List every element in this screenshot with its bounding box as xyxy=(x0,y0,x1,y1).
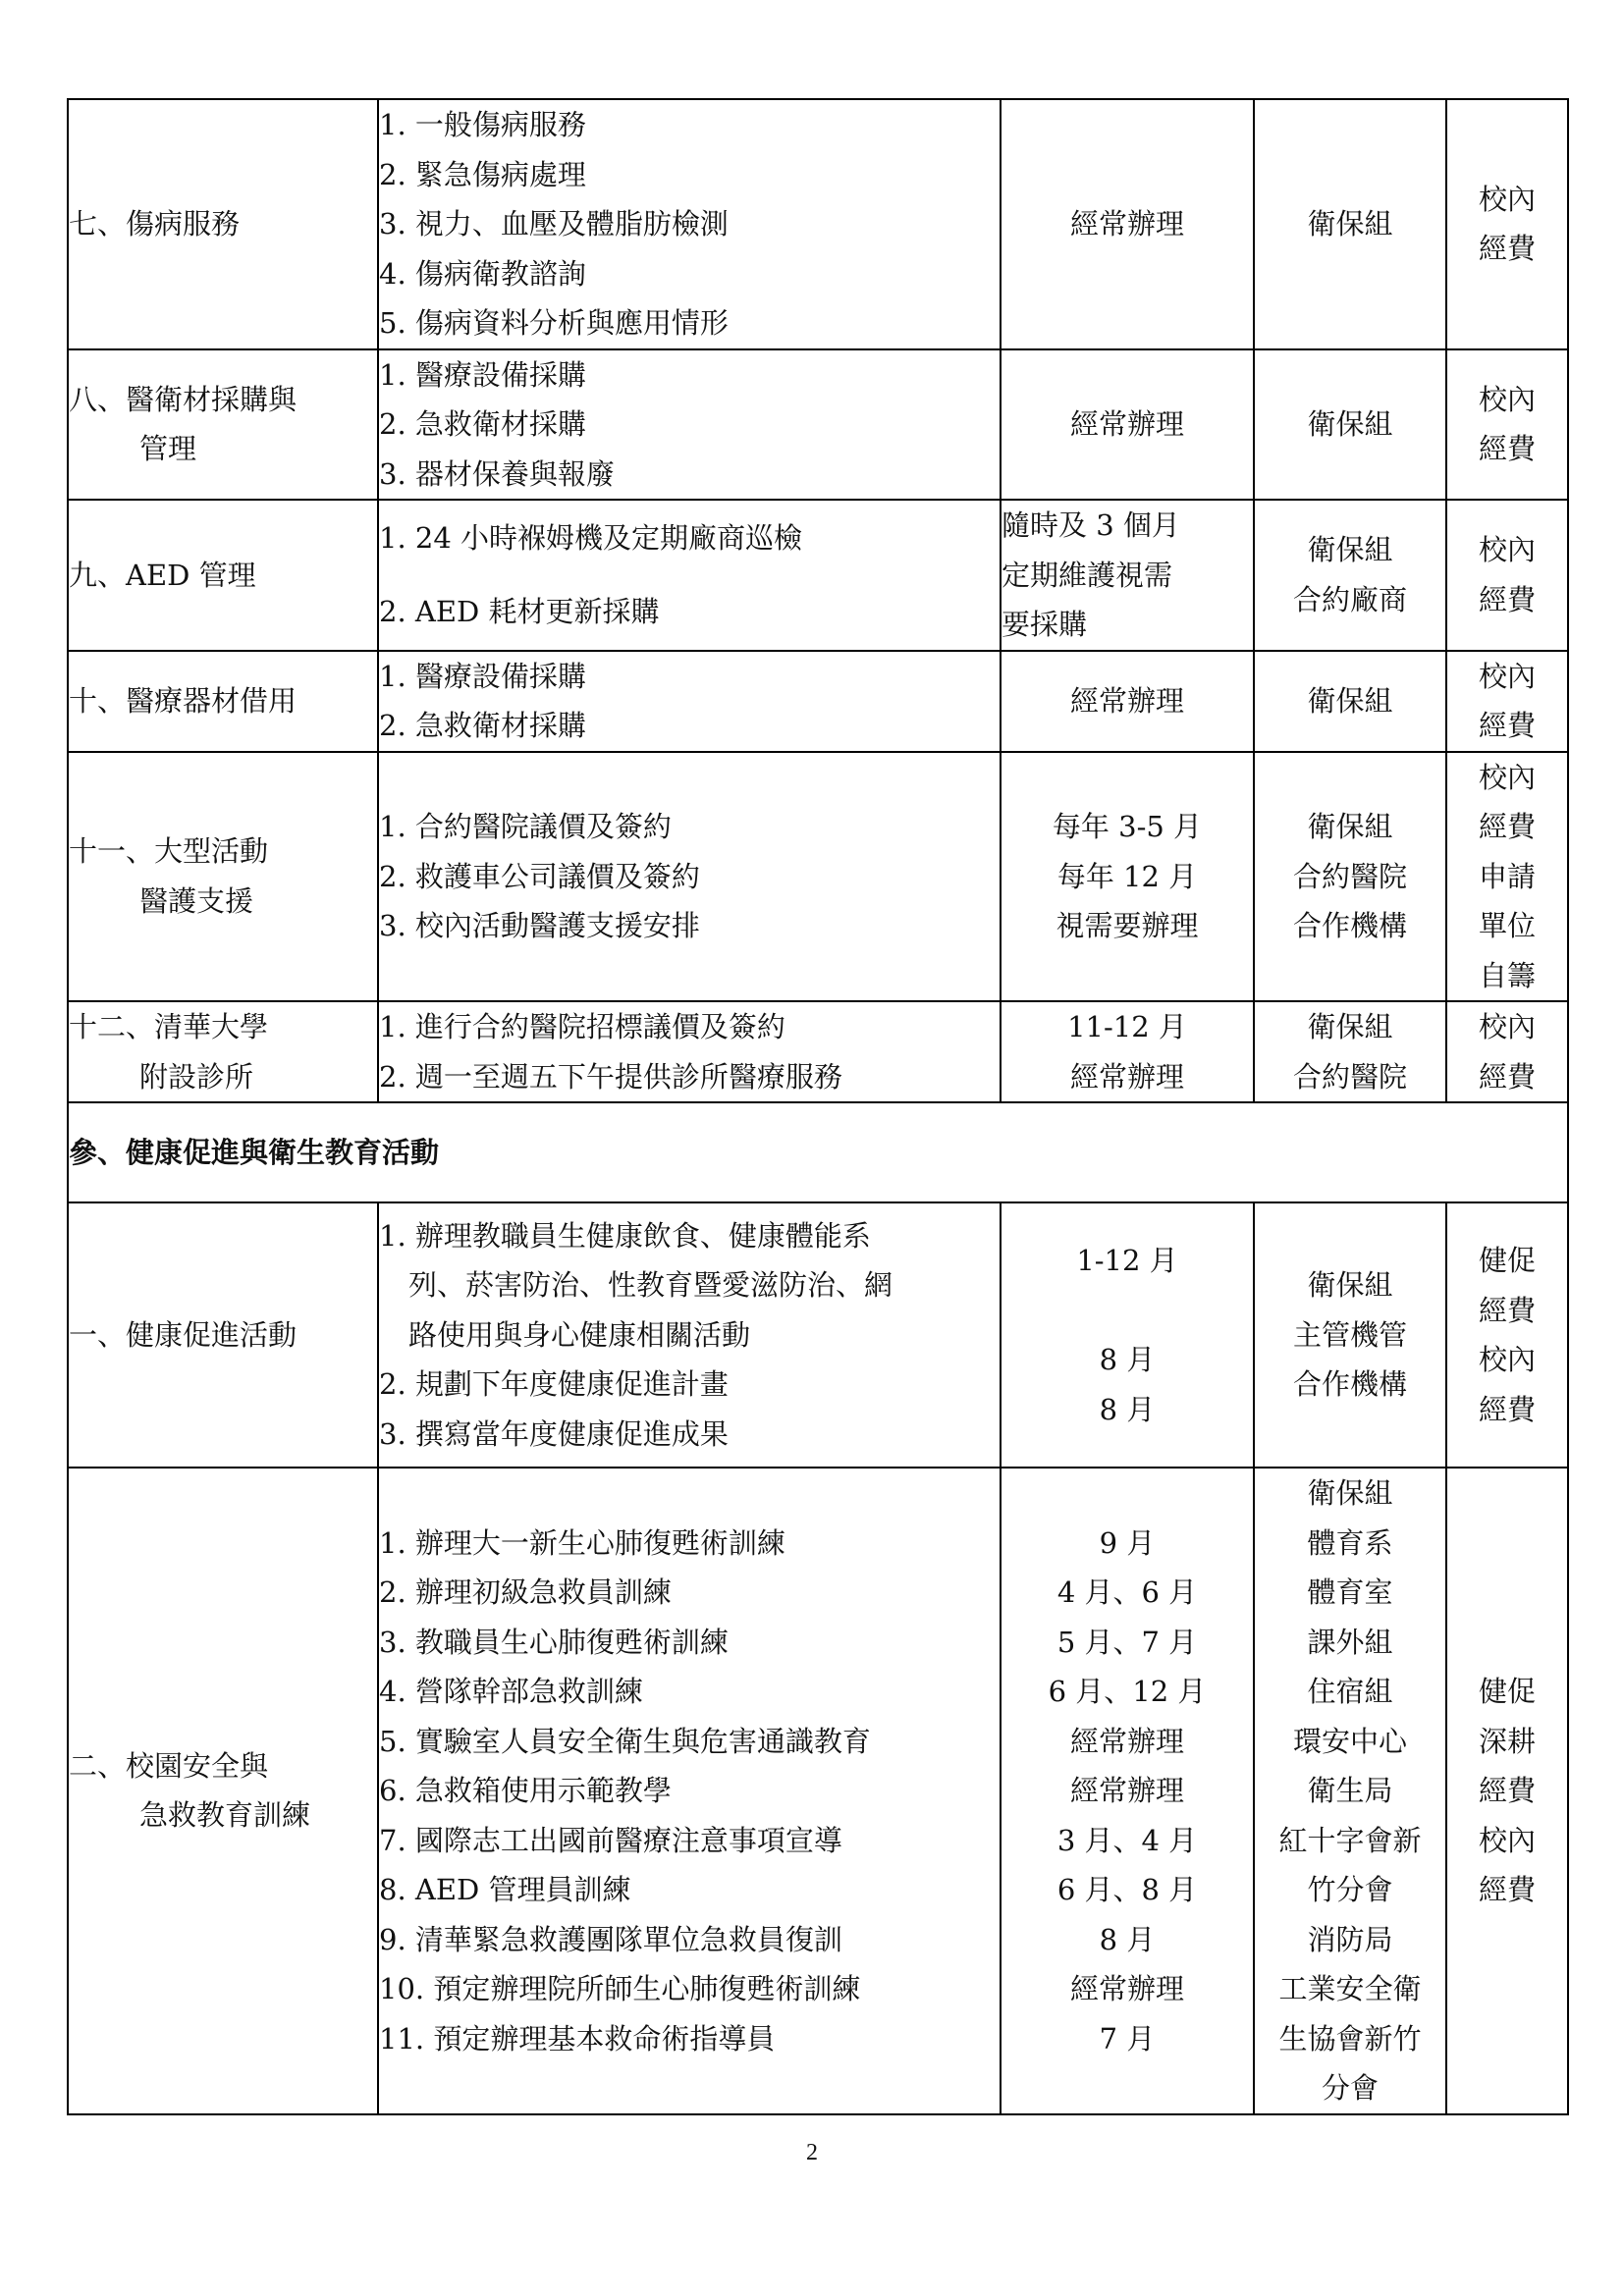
unit-line: 消防局 xyxy=(1307,1922,1393,1956)
funding-line: 校內 xyxy=(1478,659,1536,693)
schedule-line: 8 月 xyxy=(1099,1392,1156,1426)
schedule-cell xyxy=(1001,1001,1254,1102)
item-line: 七、傷病服務 xyxy=(69,207,241,240)
content-line: 1. 合約醫院議價及簽約 xyxy=(379,810,672,843)
unit-cell xyxy=(1254,500,1446,651)
unit-line: 衛保組 xyxy=(1307,683,1393,718)
funding-cell xyxy=(1446,99,1568,349)
content-line: 1. 進行合約醫院招標議價及簽約 xyxy=(379,1010,785,1043)
content-line: 1. 醫療設備採購 xyxy=(379,659,586,693)
item-cell xyxy=(68,349,378,501)
content-cell xyxy=(378,349,1001,501)
funding-line: 單位 xyxy=(1478,909,1536,942)
funding-line: 經費 xyxy=(1478,810,1536,843)
unit-line: 合約廠商 xyxy=(1292,582,1407,616)
item-cell xyxy=(68,651,378,752)
plan-table xyxy=(67,98,1569,2115)
content-line: 1. 醫療設備採購 xyxy=(379,357,586,392)
content-line: 1. 辦理大一新生心肺復甦術訓練 xyxy=(379,1525,785,1560)
unit-cell xyxy=(1254,99,1446,349)
content-line: 9. 清華緊急救護團隊單位急救員復訓 xyxy=(379,1922,842,1956)
funding-line: 經費 xyxy=(1478,1774,1536,1807)
content-line: 路使用與身心健康相關活動 xyxy=(408,1317,751,1352)
schedule-line: 3 月、4 月 xyxy=(1056,1823,1198,1857)
schedule-line: 每年 12 月 xyxy=(1056,859,1198,893)
schedule-line: 7 月 xyxy=(1099,2021,1156,2056)
content-cell xyxy=(378,1468,1001,2114)
unit-line: 生協會新竹 xyxy=(1278,2021,1422,2056)
schedule-line: 視需要辦理 xyxy=(1056,909,1199,942)
content-line: 5. 傷病資料分析與應用情形 xyxy=(379,306,729,340)
content-line: 8. AED 管理員訓練 xyxy=(379,1873,631,1906)
item-line: 八、醫衛材採購與 xyxy=(69,382,298,416)
item-line: 二、校園安全與 xyxy=(69,1748,269,1783)
funding-line: 校內 xyxy=(1478,533,1536,567)
content-cell xyxy=(378,651,1001,752)
content-cell xyxy=(378,752,1001,1002)
item-cell xyxy=(68,99,378,349)
unit-line: 衛保組 xyxy=(1307,207,1393,240)
unit-line: 主管機管 xyxy=(1292,1317,1407,1352)
unit-line: 竹分會 xyxy=(1307,1873,1393,1906)
funding-line: 經費 xyxy=(1478,1392,1536,1426)
content-line: 2. 急救衛材採購 xyxy=(379,709,586,742)
funding-line: 校內 xyxy=(1478,1010,1536,1043)
funding-line: 經費 xyxy=(1478,1293,1536,1327)
item-cell xyxy=(68,1001,378,1102)
item-line: 醫護支援 xyxy=(139,883,254,918)
content-cell xyxy=(378,99,1001,349)
table-row-health-promotion xyxy=(68,1202,1568,1468)
unit-line: 衛保組 xyxy=(1307,407,1393,441)
item-cell xyxy=(68,752,378,1002)
unit-line: 分會 xyxy=(1321,2071,1379,2105)
content-line: 3. 撰寫當年度健康促進成果 xyxy=(379,1416,729,1451)
schedule-line: 1-12 月 xyxy=(1076,1244,1178,1277)
schedule-line: 經常辦理 xyxy=(1069,407,1184,441)
content-line: 3. 教職員生心肺復甦術訓練 xyxy=(379,1625,729,1659)
unit-cell xyxy=(1254,752,1446,1002)
schedule-line: 經常辦理 xyxy=(1069,1724,1184,1758)
unit-line: 衛保組 xyxy=(1307,1476,1393,1510)
content-line: 2. AED 耗材更新採購 xyxy=(379,594,660,628)
schedule-line: 4 月、6 月 xyxy=(1056,1575,1198,1609)
table-row-campus-safety-training xyxy=(68,1468,1568,2114)
schedule-line: 8 月 xyxy=(1099,1922,1156,1956)
schedule-cell xyxy=(1001,500,1254,651)
unit-line: 衛保組 xyxy=(1307,533,1393,567)
content-line: 2. 辦理初級急救員訓練 xyxy=(379,1575,672,1609)
schedule-line: 8 月 xyxy=(1099,1343,1156,1376)
funding-line: 經費 xyxy=(1478,709,1536,742)
unit-line: 體育室 xyxy=(1307,1575,1393,1609)
content-line: 3. 器材保養與報廢 xyxy=(379,456,615,491)
funding-line: 自籌 xyxy=(1478,958,1536,992)
content-line: 2. 救護車公司議價及簽約 xyxy=(379,859,700,893)
funding-line: 校內 xyxy=(1478,1343,1536,1376)
item-line: 管理 xyxy=(139,432,197,466)
schedule-line: 11-12 月 xyxy=(1067,1010,1187,1043)
schedule-cell xyxy=(1001,99,1254,349)
content-line: 1. 辦理教職員生健康飲食、健康體能系 xyxy=(379,1218,871,1253)
content-line: 6. 急救箱使用示範教學 xyxy=(379,1774,672,1807)
funding-cell xyxy=(1446,500,1568,651)
funding-line: 申請 xyxy=(1478,859,1536,893)
item-line: 十二、清華大學 xyxy=(69,1010,269,1043)
schedule-line: 要採購 xyxy=(1001,608,1088,641)
content-line: 4. 營隊幹部急救訓練 xyxy=(379,1675,643,1708)
funding-line: 健促 xyxy=(1478,1244,1536,1277)
funding-line: 校內 xyxy=(1478,760,1536,794)
funding-cell xyxy=(1446,651,1568,752)
unit-line: 合約醫院 xyxy=(1292,859,1407,893)
schedule-line: 5 月、7 月 xyxy=(1056,1625,1198,1659)
content-line: 5. 實驗室人員安全衛生與危害通識教育 xyxy=(379,1724,871,1758)
schedule-line: 經常辦理 xyxy=(1069,683,1184,718)
content-cell xyxy=(378,1001,1001,1102)
unit-line: 衛保組 xyxy=(1307,810,1393,843)
content-cell xyxy=(378,500,1001,651)
funding-line: 校內 xyxy=(1478,382,1536,416)
schedule-line: 定期維護視需 xyxy=(1001,558,1173,592)
schedule-line: 經常辦理 xyxy=(1069,1774,1184,1807)
funding-cell xyxy=(1446,349,1568,501)
schedule-line: 6 月、8 月 xyxy=(1056,1873,1198,1906)
schedule-line: 經常辦理 xyxy=(1069,1972,1184,2005)
unit-line: 合約醫院 xyxy=(1292,1059,1407,1094)
item-line: 附設診所 xyxy=(139,1059,254,1094)
table-row-injury-service xyxy=(68,99,1568,349)
schedule-line: 經常辦理 xyxy=(1069,1059,1184,1094)
schedule-cell xyxy=(1001,1202,1254,1468)
content-line: 列、菸害防治、性教育暨愛滋防治、網 xyxy=(408,1268,893,1303)
table-row-medical-supplies xyxy=(68,349,1568,501)
funding-line: 經費 xyxy=(1478,582,1536,616)
schedule-line: 6 月、12 月 xyxy=(1048,1675,1207,1708)
funding-line: 經費 xyxy=(1478,432,1536,466)
funding-cell xyxy=(1446,752,1568,1002)
unit-line: 合作機構 xyxy=(1292,1367,1407,1402)
unit-line: 環安中心 xyxy=(1292,1724,1407,1758)
funding-cell xyxy=(1446,1468,1568,2114)
unit-line: 衛保組 xyxy=(1307,1268,1393,1303)
unit-line: 工業安全衛 xyxy=(1278,1972,1422,2005)
content-line: 2. 週一至週五下午提供診所醫療服務 xyxy=(379,1059,842,1094)
item-cell xyxy=(68,500,378,651)
schedule-cell xyxy=(1001,349,1254,501)
content-line: 11. 預定辦理基本救命術指導員 xyxy=(379,2021,776,2056)
schedule-line: 經常辦理 xyxy=(1069,207,1184,240)
funding-line: 經費 xyxy=(1478,232,1536,266)
section-heading: 參、健康促進與衛生教育活動 xyxy=(68,1102,1568,1202)
unit-line: 紅十字會新 xyxy=(1278,1823,1422,1857)
schedule-cell xyxy=(1001,1468,1254,2114)
unit-cell xyxy=(1254,349,1446,501)
funding-cell xyxy=(1446,1001,1568,1102)
unit-cell xyxy=(1254,1202,1446,1468)
funding-line: 經費 xyxy=(1478,1059,1536,1094)
content-cell xyxy=(378,1202,1001,1468)
funding-line: 經費 xyxy=(1478,1873,1536,1906)
funding-line: 校內 xyxy=(1478,182,1536,216)
schedule-cell xyxy=(1001,752,1254,1002)
table-row-university-clinic xyxy=(68,1001,1568,1102)
content-line: 2. 緊急傷病處理 xyxy=(379,157,586,191)
unit-cell xyxy=(1254,651,1446,752)
section-heading-row xyxy=(68,1102,1568,1202)
item-cell xyxy=(68,1468,378,2114)
unit-cell xyxy=(1254,1001,1446,1102)
table-row-event-medical-support xyxy=(68,752,1568,1002)
unit-line: 衛保組 xyxy=(1307,1010,1393,1043)
funding-line: 健促 xyxy=(1478,1675,1536,1708)
content-line: 7. 國際志工出國前醫療注意事項宣導 xyxy=(379,1823,842,1857)
schedule-line: 9 月 xyxy=(1099,1525,1156,1560)
content-line: 2. 規劃下年度健康促進計畫 xyxy=(379,1367,729,1402)
table-row-equipment-loan xyxy=(68,651,1568,752)
funding-line: 校內 xyxy=(1478,1823,1536,1857)
unit-line: 體育系 xyxy=(1307,1525,1393,1560)
item-cell xyxy=(68,1202,378,1468)
schedule-line: 隨時及 3 個月 xyxy=(1001,508,1180,542)
page-number: 2 xyxy=(806,2140,818,2165)
content-line: 1. 一般傷病服務 xyxy=(379,108,586,141)
item-line: 急救教育訓練 xyxy=(139,1798,311,1833)
content-line: 3. 視力、血壓及體脂肪檢測 xyxy=(379,207,729,240)
funding-line: 深耕 xyxy=(1478,1724,1536,1758)
content-line: 3. 校內活動醫護支援安排 xyxy=(379,909,700,942)
unit-line: 合作機構 xyxy=(1292,909,1407,942)
unit-cell xyxy=(1254,1468,1446,2114)
item-line: 九、AED 管理 xyxy=(69,558,256,592)
content-line: 4. 傷病衛教諮詢 xyxy=(379,256,586,291)
item-line: 十一、大型活動 xyxy=(69,834,269,869)
table-row-aed-management xyxy=(68,500,1568,651)
funding-cell xyxy=(1446,1202,1568,1468)
unit-line: 衛生局 xyxy=(1307,1774,1393,1807)
schedule-line: 每年 3-5 月 xyxy=(1052,810,1203,843)
content-line: 2. 急救衛材採購 xyxy=(379,407,586,441)
content-line: 1. 24 小時褓姆機及定期廠商巡檢 xyxy=(379,521,803,556)
item-line: 一、健康促進活動 xyxy=(69,1317,298,1352)
schedule-cell xyxy=(1001,651,1254,752)
unit-line: 課外組 xyxy=(1307,1625,1393,1659)
content-line: 10. 預定辦理院所師生心肺復甦術訓練 xyxy=(379,1972,861,2005)
item-line: 十、醫療器材借用 xyxy=(69,683,298,718)
unit-line: 住宿組 xyxy=(1307,1675,1393,1708)
